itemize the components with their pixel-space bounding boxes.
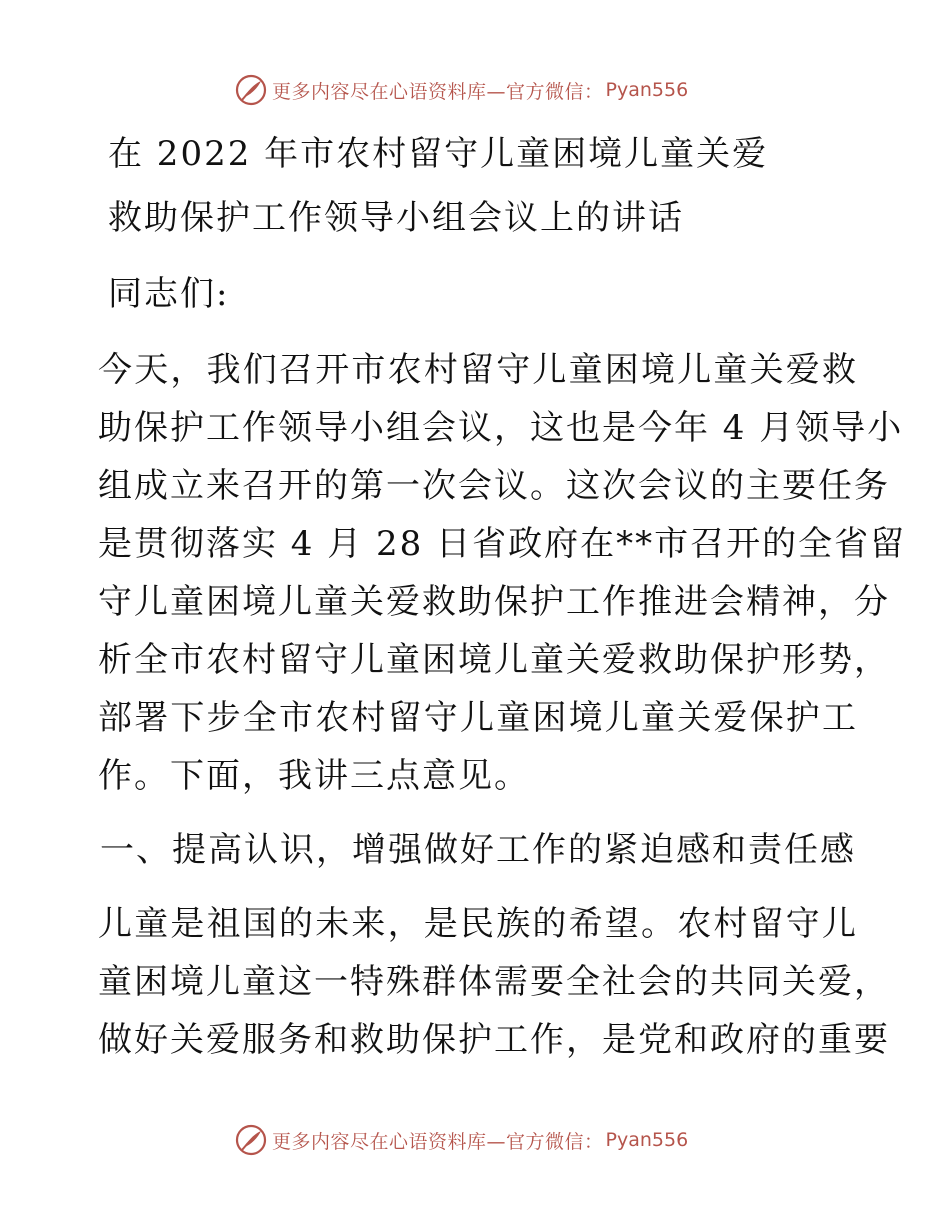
section-heading: 一、提高认识，增强做好工作的紧迫感和责任感 (100, 830, 856, 870)
body-line: 儿童是祖国的未来，是民族的希望。农村留守儿 (98, 904, 858, 944)
watermark-footer (234, 1122, 688, 1158)
watermark-header (234, 72, 688, 108)
body-line: 作。下面，我讲三点意见。 (98, 756, 530, 796)
feather-logo-icon (234, 73, 268, 107)
watermark-wechat-id: Pyan556 (605, 79, 689, 101)
body-line: 是贯彻落实 4 月 28 日省政府在**市召开的全省留 (98, 524, 907, 564)
watermark-wechat-id: Pyan556 (605, 1129, 689, 1151)
feather-logo-icon (234, 1123, 268, 1157)
title-line-2: 救助保护工作领导小组会议上的讲话 (108, 198, 684, 238)
salutation: 同志们: (108, 274, 230, 314)
title-line-1: 在 2022 年市农村留守儿童困境儿童关爱 (108, 134, 769, 174)
body-line: 童困境儿童这一特殊群体需要全社会的共同关爱， (98, 962, 890, 1002)
watermark-text: 更多内容尽在心语资料库—官方微信： (272, 80, 604, 103)
body-line: 组成立来召开的第一次会议。这次会议的主要任务 (98, 466, 890, 506)
body-line: 做好关爱服务和救助保护工作，是党和政府的重要 (98, 1020, 890, 1060)
body-line: 守儿童困境儿童关爱救助保护工作推进会精神，分 (98, 582, 890, 622)
body-line: 今天，我们召开市农村留守儿童困境儿童关爱救 (98, 350, 858, 390)
body-line: 助保护工作领导小组会议，这也是今年 4 月领导小 (98, 408, 904, 448)
body-line: 析全市农村留守儿童困境儿童关爱救助保护形势， (98, 640, 890, 680)
body-line: 部署下步全市农村留守儿童困境儿童关爱保护工 (98, 698, 858, 738)
watermark-text: 更多内容尽在心语资料库—官方微信： (272, 1130, 604, 1153)
